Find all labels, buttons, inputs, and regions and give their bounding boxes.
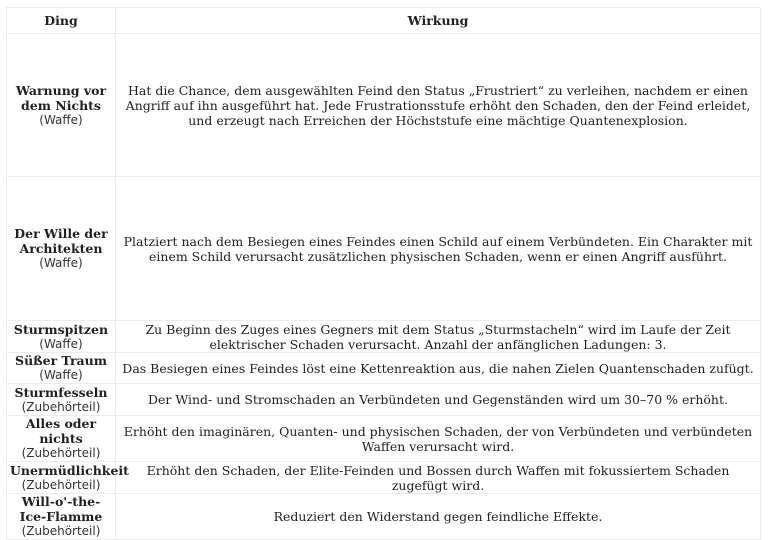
item-cell (7, 34, 116, 177)
item-cell (7, 177, 116, 321)
item-type: (Waffe) (39, 336, 83, 351)
table-row (7, 494, 761, 540)
item-effect: Das Besiegen eines Feindes löst eine Kettenreaktion aus, die nahen Zielen Quantenschaden zufügt. (116, 353, 761, 384)
item-type: (Waffe) (39, 368, 83, 382)
item-name: Unermüdlichkeit (10, 462, 129, 478)
item-effect: Reduziert den Widerstand gegen feindliche Effekte. (116, 494, 761, 540)
table-row (7, 34, 761, 177)
item-type: (Zubehörteil) (21, 399, 101, 414)
item-effect: Zu Beginn des Zuges eines Gegners mit dem Status „Sturmstacheln“ wird im Laufe der Zeit elektrischer Schaden verursacht. Anzahl der anfänglichen Ladungen: 3. (116, 321, 761, 353)
item-effect: Erhöht den Schaden, der Elite-Feinden und Bossen durch Waffen mit fokussiertem Schaden zugefügt wird. (116, 462, 761, 494)
item-type: (Zubehörteil) (21, 477, 101, 492)
item-name: Sturmfesseln (14, 384, 108, 400)
item-cell (7, 494, 116, 540)
table-header-row (7, 8, 761, 34)
item-type: (Waffe) (39, 256, 83, 270)
table-row (7, 384, 761, 416)
item-cell (7, 384, 116, 416)
item-type: (Waffe) (39, 112, 83, 127)
item-name: Süßer Traum (15, 353, 107, 368)
table-row (7, 353, 761, 384)
items-table (6, 7, 761, 540)
item-name: Der Wille der Architekten (14, 226, 108, 256)
item-name: Alles oder nichts (25, 416, 97, 446)
table-row (7, 321, 761, 353)
table-row (7, 416, 761, 462)
table-row (7, 177, 761, 321)
item-cell (7, 321, 116, 353)
header-wirkung: Wirkung (116, 8, 761, 34)
item-effect: Erhöht den imaginären, Quanten- und physischen Schaden, der von Verbündeten und verbündeten Waffen verursacht wird. (116, 416, 761, 462)
item-type: (Zubehörteil) (21, 446, 101, 460)
item-name: Will-o'-the-Ice-Flamme (19, 494, 103, 524)
header-ding: Ding (7, 8, 116, 34)
item-effect: Der Wind- und Stromschaden an Verbündeten und Gegenständen wird um 30–70 % erhöht. (116, 384, 761, 416)
item-effect: Hat die Chance, dem ausgewählten Feind den Status „Frustriert“ zu verleihen, nachdem er einen Angriff auf ihn ausgeführt hat. Jede Frustrationsstufe erhöht den Schaden, den der Feind erleidet, und erzeugt nach Erreichen der Höchststufe eine mächtige Quantenexplosion. (116, 34, 761, 177)
item-name: Sturmspitzen (13, 321, 109, 337)
item-cell (7, 416, 116, 462)
item-name: Warnung vor dem Nichts (15, 82, 107, 113)
table-row (7, 462, 761, 494)
item-cell (7, 353, 116, 384)
item-type: (Zubehörteil) (21, 524, 101, 538)
item-cell (7, 462, 129, 494)
item-effect: Platziert nach dem Besiegen eines Feindes einen Schild auf einem Verbündeten. Ein Charakter mit einem Schild verursacht zusätzlichen physischen Schaden, wenn er einen Angriff ausführt. (116, 177, 761, 321)
